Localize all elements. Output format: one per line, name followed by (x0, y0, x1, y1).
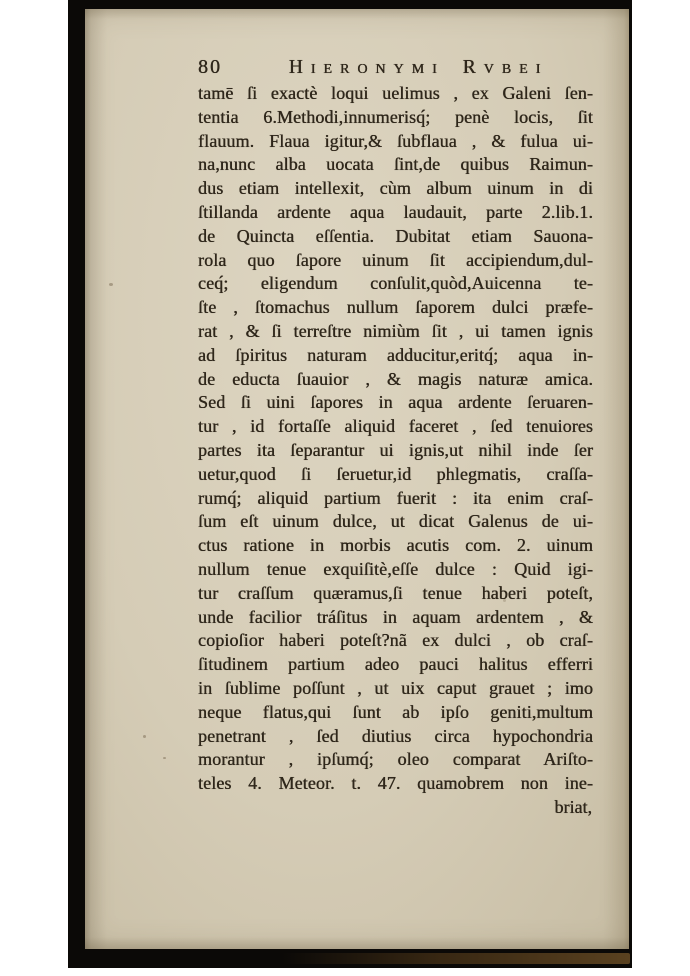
text-line: de educta ſuauior , & magis naturæ amica. (198, 368, 593, 389)
text-line: ſtillanda ardente aqua laudauit, parte 2.lib.1. (198, 201, 593, 222)
book-page (85, 9, 629, 949)
text-line: rumq́; aliquid partium fuerit : ita enim craſ- (198, 487, 593, 508)
text-line: tur , id fortaſſe aliquid faceret , ſed tenuiores (198, 416, 593, 437)
book-scan-photo (68, 0, 632, 968)
text-line: ſte , ſtomachus nullum ſaporem dulci præfe- (198, 297, 593, 318)
text-line: ſitudinem partium adeo pauci halitus efferri (198, 654, 593, 675)
text-line: ceq́; eligendum conſulit,quòd,Auicenna te- (198, 273, 593, 294)
text-line: de Quincta eſſentia. Dubitat etiam Sauona- (198, 225, 593, 246)
text-line: nullum tenue exquiſitè,eſſe dulce : Quid igi- (198, 558, 593, 579)
text-line: tentia 6.Methodi,innumerisq́; penè locis, ſit (198, 106, 593, 127)
text-line: ctus ratione in morbis acutis com. 2. uinum (198, 535, 593, 556)
body-text (198, 82, 593, 820)
catchword: briat, (554, 796, 592, 817)
text-line: penetrant , ſed diutius circa hypochondria (198, 725, 593, 746)
text-line: copioſior haberi poteſt?nã ex dulci , ob craſ- (198, 630, 593, 651)
text-line: morantur , ipſumq́; oleo comparat Ariſto- (198, 749, 593, 770)
page-header (198, 56, 593, 82)
book-fore-edge-shadow (282, 953, 630, 964)
text-line: tamē ſi exactè loqui uelimus , ex Galeni ſen- (198, 83, 593, 103)
running-title: Hieronymi Rvbei (288, 57, 549, 78)
text-line: flauum. Flaua igitur,& ſubflaua , & fulua ui- (198, 130, 593, 151)
text-line: ad ſpiritus naturam adducitur,eritq́; aqua in- (198, 344, 593, 365)
paper-speck (163, 757, 166, 759)
text-line: unde facilior tráſitus in aquam ardentem , & (198, 606, 593, 627)
text-line: uetur,quod ſi ſeruetur,id phlegmatis, craſſa- (198, 463, 593, 484)
text-line: in ſublime poſſunt , ut uix caput grauet ; imo (198, 677, 593, 698)
text-line: neque flatus,qui ſunt ab ipſo geniti,multum (198, 701, 593, 722)
paper-speck (109, 283, 113, 286)
text-line: rat , & ſi terreſtre nimiùm ſit , ui tamen ignis (198, 320, 593, 341)
text-line: teles 4. Meteor. t. 47. quamobrem non ine- (198, 773, 593, 794)
text-line: Sed ſi uini ſapores in aqua ardente ſeruaren- (198, 392, 593, 413)
text-line: rola quo ſapore uinum ſit accipiendum,dul- (198, 249, 593, 270)
text-line: partes ita ſeparantur ui ignis,ut nihil inde ſer (198, 439, 593, 460)
page-number: 80 (198, 56, 222, 78)
text-line: dus etiam intellexit, cùm album uinum in di (198, 178, 593, 199)
paper-speck (143, 735, 146, 738)
text-line: ſum eſt uinum dulce, ut dicat Galenus de ui- (198, 511, 593, 532)
text-line: tur craſſum quæramus,ſi tenue haberi poteſt, (198, 582, 593, 603)
text-line: na,nunc alba uocata ſint,de quibus Raimun- (198, 154, 593, 175)
